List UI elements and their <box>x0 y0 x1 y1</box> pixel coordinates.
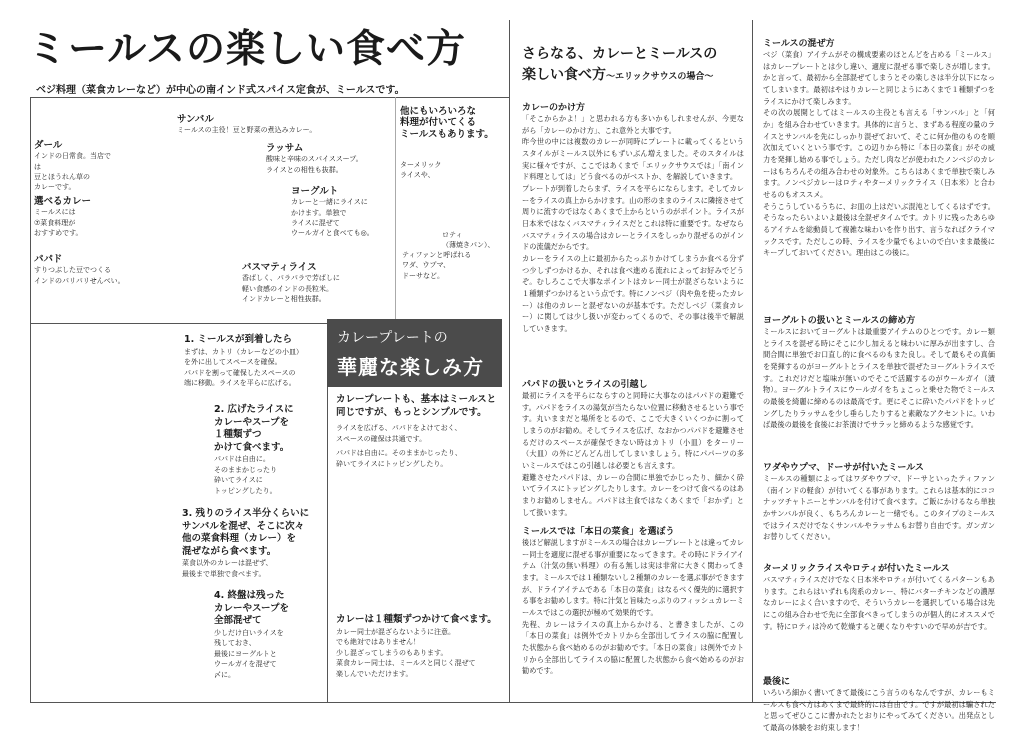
page-subtitle: ベジ料理（菜食カレーなど）が中心の南インド式スパイス定食が、ミールスです。 <box>36 85 405 96</box>
label-papad <box>34 254 134 286</box>
step-title: 1. ミールスが到着したら <box>184 334 293 345</box>
label-title: ヨーグルト <box>291 186 339 197</box>
step-text: ウールガイを混ぜて <box>214 660 277 669</box>
label-title: ラッサム <box>266 143 304 154</box>
step-text: 菜食以外のカレーは混ぜず、 <box>182 559 273 568</box>
intro-text: ライスを広げる、パパドをよけておく、 <box>336 424 462 433</box>
label-text: （薄焼きパン）、 <box>442 241 495 250</box>
section-text: ミールスにおいてヨーグルトは最重要アイテムのひとつです。カレー類とライスを混ぜる時にそこに少し加えると味わいに厚みが出ますし、合間合間に単独でお口直し的に食べるのもまた良し。そして最もその真価を発揮するのがヨーグルトとライスを単独で混ぜたヨーグルトライスです。これだけだと塩味が無いのでそこで活躍するのがウールガイ（漬物）。ヨーグルトライスにウールガイをちょこっと乗せた物でミールスの最後を綺麗に締めるのは最高です。更にそこに砕いたパパドをトッピングしたりラッサムを少し垂らしたりすると素敵なアクセントに。いわば最後の最後を食後にお茶漬けでサラッと締めるような感覚です。 <box>763 327 995 430</box>
label-basmati <box>242 262 392 304</box>
section-heading: ミールスでは「本日の菜食」を選ぼう <box>522 527 675 537</box>
label-text: ティファンと呼ばれる <box>402 251 472 260</box>
label-turmeric <box>400 160 460 180</box>
step-text: パパドを割って確保したスペースの <box>184 368 296 377</box>
curry-plate-heading-large: 華麗な楽しみ方 <box>337 355 484 379</box>
divider <box>395 97 396 323</box>
divider <box>30 97 31 702</box>
intro-text: スペースの確保は共通です。 <box>336 434 427 443</box>
label-text: ライスに混ぜて <box>291 218 340 227</box>
section-text: ベジ（菜食）アイテムがその構成要素のほとんどを占める「ミールス」はカレープレートとは少し違い、適度に混ぜる事で楽しさが増します。かと言って、最初から全部混ぜてしまうとその楽しさは半分以下になってしまいます。最初はやはりカレーと同じようにあくまで１種類ずつをライスにかけて楽しみます。 その次の展開としてはミールスの主役とも言える「サンバル」と「何か」を組み合わせていきます。具体的に言うと、まずある程度の量のライスとサンバルを先にしっかり混ぜておいて、そこに何か他のものを順次加えていくという事です。この辺りから特に「本日の菜食」がその威力を発揮し始める事でしょう。ただし肉などが使われたノンベジのカレーはもちろんその組み合わせの対象外。こちらはあくまで単独で楽しみます。ノンベジカレーはロティやターメリックライス（日本米）と合わせるのもオススメ。 そうこうしているうちに、お皿の上はだいぶ混沌としてくるはずです。そうなったらいよいよ最後は全混ぜタイムです。カトリに残ったあらゆるアイテムを総動員して複雑な味わいを作り出す、言うなればクライマックスです。ただしこの時、ライスを少量でもよいので白いまま最後にキープしておいてください。理由はこの後に。 <box>763 50 995 258</box>
bottom-text: 楽しんでいただけます。 <box>336 669 413 678</box>
label-text: インドカレーと相性抜群。 <box>242 294 326 303</box>
step-title: 4. 終盤は残った <box>214 590 285 601</box>
label-text: インドのパリパリせんべい。 <box>34 276 125 285</box>
step-text: 最後にヨーグルトと <box>214 649 277 658</box>
curry-plate-heading-small: カレープレートの <box>337 330 448 346</box>
column-mid-title <box>522 44 717 86</box>
label-title: パパド <box>34 254 63 265</box>
section-heading: ミールスの混ぜ方 <box>763 39 835 49</box>
divider <box>30 323 328 324</box>
label-title: サンバル <box>177 114 214 125</box>
step-text: パパドは自由に。 <box>214 455 270 464</box>
bottom-text: 菜食カレー同士は、ミールスと同じく混ぜて <box>336 659 476 668</box>
intro-text: パパドは自由に。そのままかじったり、 <box>336 449 462 458</box>
step-title: 他の菜食料理（カレー）を <box>182 533 297 545</box>
step-text: を外に出してスペースを確保。 <box>184 358 282 367</box>
section-text: バスマティライスだけでなく日本米やロティが付いてくるパターンもあります。これらはいずれも肉系のカレー、特にバターチキンなどの濃厚なカレーによく合いますので、そういうカレーを選択している場合は先にこの組み合わせで先に全部食べきってしまうのが個人的にオススメです。特にロティは冷めて乾燥すると硬くなりやすいので早めが吉です。 <box>763 575 995 631</box>
step-text: 砕いてライスに <box>214 476 263 485</box>
side-title-line: ミールスもあります。 <box>400 128 494 140</box>
step-text: 残しておき、 <box>214 639 256 648</box>
label-title: ダール <box>34 140 63 151</box>
label-text: カレーと一緒にライスに <box>291 198 368 207</box>
column-mid-title-line: 楽しい食べ方 <box>522 67 606 83</box>
label-text: 香ばしく、パラパラで芳ばしに <box>242 274 340 283</box>
label-text: ウールガイと食べても◎。 <box>291 228 374 237</box>
label-text: カレーです。 <box>34 182 76 191</box>
section-text: 「そこからかよ！」と思われる方も多いかもしれませんが、今更ながら「カレーのかけ方」、これ意外と大事です。 昨今世の中には複数のカレーが同時にプレートに載ってくるというスタイルがミールス以外にもずいぶん増えました。そのスタイルは実に様々ですが、ここではあくまで「エリックサウスでは」「南インド料理としては」どう食べるのがベストか、を解説していきます。 プレートが到着したらまず、ライスを平らにならします。そしてカレーをライスの真上からかけます。山の形のままのライスに隣接させて周りに流すのではなくあくまで上からというのがポイント。ライスが日本米ではなくバスマティライスだとこれは特に重要です。なぜならバスマティライスの場合はカレーとライスをしっかり混ぜるのがインドの流儀だからです。 カレーをライスの上に最初からたっぷりかけてしまうか食べる分ずつ少しずつかけるか、それは食べ進める流れによってお好みでどうぞ。むしろここで大事なポイントはカレー同士が混ざらないように１種類ずつかけるという点です。特にノンベジ（肉や魚を使ったカレー）は他のカレーと混ぜないのが基本です。ただしベジ（菜食カレー）に関しては少し扱いが変わってくるので、その事は後半で解説していきます。 <box>522 114 744 333</box>
side-title-line: 他にもいろいろな <box>400 106 477 117</box>
step-text: トッピングしたり。 <box>214 486 277 495</box>
label-text: ロティ <box>442 231 463 239</box>
step-text: 〆に。 <box>214 670 235 679</box>
step-text: まずは、カトリ（カレーなどの小皿） <box>184 347 303 356</box>
label-text: すりつぶした豆でつくる <box>34 266 111 275</box>
step-text: 最後まで単独で食べます。 <box>182 569 266 578</box>
section-text: 後ほど解説しますがミールスの場合はカレープレートとは違ってカレー同士を適度に混ぜる事が重要になってきます。その時にドライアイテム（汁気の無い料理）の有る無しは実は非常に大きく関わってきます。ミールスでは１種類ないし２種類のカレーを選ぶ事ができますが、ドライアイテムである「本日の菜食」はなるべく優先的に選択する事をお勧めします。特に汁気と旨味たっぷりのフィッシュカレーミールスではこの選択が極めて効果的です。 先程、カレーはライスの真上からかける、と書きましたが、この「本日の菜食」は例外でカトリから全部出してライスの脇に配置した状態から食べ始めるのがお勧めです。「本日の菜食」は例外でカトリから全部出してライスの脇に配置した状態から食べ始めるのがお勧めです。 <box>522 538 744 676</box>
label-text: インドの日常食。当店では <box>34 152 111 171</box>
column-mid-title-suffix: 〜エリックサウスの場合〜 <box>606 72 714 82</box>
label-text: ミールスには <box>34 208 76 217</box>
bottom-text: カレー同士が混ざらないように注意。 <box>336 627 455 636</box>
column-mid-body <box>522 100 744 687</box>
step-title: 3. 残りのライス半分くらいに <box>182 508 310 519</box>
label-text: ⑦菜食料理が <box>34 218 76 227</box>
intro-text: 砕いてライスにトッピングしたり。 <box>336 459 448 468</box>
intro-title: カレープレートも、基本はミールスと <box>336 394 497 405</box>
step-2 <box>214 404 324 496</box>
step-title: カレーやスープを <box>214 602 290 614</box>
section-heading: ターメリックライスやロティが付いたミールス <box>763 564 950 574</box>
label-curry <box>34 196 114 238</box>
step-title: カレーやスープを <box>214 416 290 428</box>
label-text: ライスや、 <box>400 171 435 180</box>
curry-plate-heading-box <box>327 319 502 387</box>
step-title: サンバルを混ぜ、そこに次々 <box>182 520 305 532</box>
step-3 <box>182 508 327 579</box>
label-text: ワダ、ウプマ、 <box>402 261 451 270</box>
section-text: ミールスの種類によってはワダやウプマ、ドーサといったティファン（南インドの軽食）が付いてくる事があります。これらは基本的にココナッツチャトニーとサンバルを付けて食べます。ご飯にかけるなら単独かサンバルが良く、もちろんカレーと一緒でも。このタイプのミールスではライスだけでなくサンバルやラッサムもお替り自由です。ガンガンお替りしてください。 <box>763 474 995 542</box>
step-title: 2. 広げたライスに <box>214 404 294 415</box>
label-title: バスマティライス <box>242 262 317 273</box>
label-text: 豆とほうれん草の <box>34 172 90 181</box>
label-text: おすすめです。 <box>34 228 83 237</box>
side-title-line: 料理が付いてくる <box>400 117 477 129</box>
step-title: １種類ずつ <box>214 429 262 441</box>
step-title: 全部混ぜて <box>214 615 262 627</box>
bottom-title: カレーは１種類ずつかけて食べます。 <box>336 614 497 625</box>
label-text: 酸味と辛味のスパイススープ。 <box>266 155 363 164</box>
column-mid-title-line: さらなる、カレーとミールスの <box>522 46 718 62</box>
section-text: いろいろ細かく書いてきて最後にこう言うのもなんですが、カレーもミールスも食べ方はあくまで最終的には自由です。ですが最初は騙されたと思ってぜひここに書かれたとおりにやってみてください。出発点として最高の体験をお約束します！ <box>763 688 995 732</box>
curry-plate-bottom <box>336 614 504 679</box>
label-rasam <box>266 143 391 175</box>
label-yogurt <box>291 186 391 238</box>
curry-plate-intro <box>336 394 504 469</box>
label-text: かけます。単独で <box>291 208 347 217</box>
label-text: 軽い食感のインドの長粒米。 <box>242 284 333 293</box>
section-text: 最初にライスを平らにならすのと同時に大事なのはパパドの避難です。パパドをライスの湯気が当たらない位置に移動させるという事です。丸いままだと場所をとるので、ここで大きくいくつかに割ってしまうのがお勧め。そしてライスを広げ、なおかつパパドを避難させるだけのスペースが確保できない時はカトリ（小皿）をターリー（大皿）の外にどんどん出してしまいましょう。特にパパーツの多いミールスではこの引越しは必要とも言えます。 避難させたパパドは、カレーの合間に単独でかじったり、細かく砕いてライスにトッピングしたりします。カレーをつけて食べるのはあまりお勧めしません。パパドは主食ではなくあくまで「おかず」として扱います。 <box>522 391 744 517</box>
section-heading: ヨーグルトの扱いとミールスの締め方 <box>763 316 916 326</box>
divider <box>509 20 510 702</box>
step-text: 少しだけ白いライスを <box>214 628 284 637</box>
section-heading: ワダやウプマ、ドーサが付いたミールス <box>763 463 924 473</box>
step-1 <box>184 334 324 389</box>
side-dishes-title <box>400 106 505 140</box>
step-title: 混ぜながら食べます。 <box>182 545 277 557</box>
label-text: ドーサなど。 <box>402 271 444 280</box>
section-heading: 最後に <box>763 677 791 687</box>
column-right-body <box>763 36 995 735</box>
bottom-text: でも絶対ではありません！ <box>336 638 420 647</box>
step-title: かけて食べます。 <box>214 441 290 453</box>
divider <box>30 97 510 98</box>
section-heading: パパドの扱いとライスの引越し <box>522 380 648 390</box>
label-dal <box>34 140 114 192</box>
label-text: ミールスの主役！豆と野菜の煮込みカレー。 <box>177 126 317 135</box>
divider <box>752 20 753 702</box>
label-title: 選べるカレー <box>34 196 92 207</box>
label-sambar <box>177 114 347 136</box>
intro-title: 同じですが、もっとシンプルです。 <box>336 406 487 418</box>
label-text: ターメリック <box>400 161 442 169</box>
page-title: ミールスの楽しい食べ方 <box>28 26 467 72</box>
step-4 <box>214 590 324 680</box>
step-text: そのままかじったり <box>214 465 277 474</box>
label-text: ライスとの相性も抜群。 <box>266 165 343 174</box>
step-text: 端に移動。ライスを平らに広げる。 <box>184 379 296 388</box>
section-heading: カレーのかけ方 <box>522 103 586 113</box>
bottom-text: 少し混ざってしまうのもあります。 <box>336 648 448 657</box>
